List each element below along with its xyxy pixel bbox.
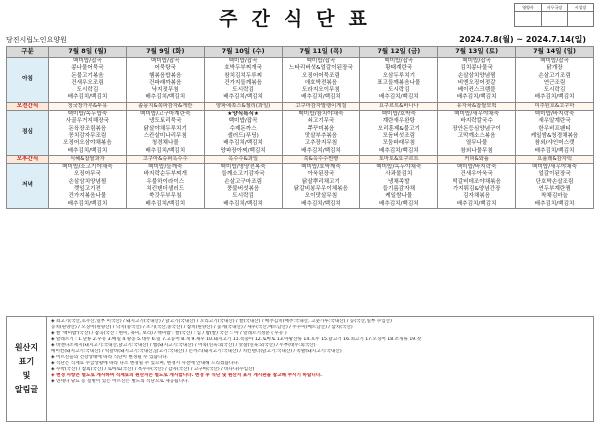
- notice-line: ◈ 쇠고기(국산,호주산,일부 미국산) / 돼지고기(국내산) / 닭고기(국내산) / 오리고기(국내산) / 쌀(국내산) / 배추김치(배추:국내산, 고춧가루:국내산) / 콩(국산,일부 수입산): [51, 319, 392, 324]
- menu-item: 들기름감자채: [382, 186, 415, 193]
- approval-label: 시설장: [568, 4, 593, 12]
- menu-item: 꽁치감자무조림: [68, 132, 107, 139]
- notice-label-line: 및: [22, 371, 31, 380]
- menu-item: 표고들깨볶음나물: [377, 79, 421, 86]
- menu-item: 닭갈비봉무우이체볶음: [293, 186, 348, 193]
- notice-body: [47, 317, 593, 421]
- menu-item: 도시락김: [543, 87, 566, 94]
- menu-item: 백미밥/참치야채죽: [298, 111, 344, 118]
- menu-item: 배추김치/백김치: [456, 94, 497, 101]
- menu-item: 햄볶음밥볶음: [149, 72, 182, 79]
- menu-item: 배추김치/백김치: [223, 94, 263, 101]
- menu-cell: [516, 155, 594, 163]
- menu-item: 청국장가루&두유: [67, 102, 108, 109]
- menu-item: 토마토&요구르트: [378, 155, 419, 162]
- menu-cell: [49, 164, 127, 209]
- menu-cell: [438, 155, 516, 163]
- day-header: 7월 13일 (토): [438, 47, 516, 58]
- menu-cell: [360, 164, 438, 209]
- menu-cell: [204, 164, 282, 209]
- meal-row: [7, 58, 594, 103]
- menu-item: 배추김치/백김치: [534, 200, 575, 207]
- menu-item: 백미밥/바지락죽: [456, 164, 497, 171]
- meal-row: [7, 111, 594, 156]
- menu-item: 콩나물어묵국: [71, 65, 104, 72]
- menu-item: ★양식특식★: [227, 111, 259, 118]
- origin-notice-box: [6, 316, 594, 422]
- menu-item: 도시락김: [76, 87, 99, 94]
- menu-item: 백미밥/소고기야채죽: [62, 164, 113, 171]
- menu-item: 닭개장: [546, 65, 563, 72]
- menu-item: 배추김치/백김치: [378, 200, 419, 207]
- menu-item: 배추김치/백김치: [67, 200, 108, 207]
- menu-item: 배추김치/백김치: [534, 147, 575, 154]
- menu-item: 옥수수&과일: [228, 155, 258, 162]
- snack-row: [7, 155, 594, 163]
- approval-sign-area: [568, 12, 593, 26]
- menu-item: 백미밥/들깨죽: [148, 164, 183, 171]
- notice-label-line: 알림글: [14, 385, 39, 394]
- menu-item: 건새우아욱국: [460, 171, 493, 178]
- menu-item: 건파래까볶음: [149, 79, 182, 86]
- menu-item: 배추김치/백김치: [145, 200, 186, 207]
- menu-item: 착채김마늘: [541, 193, 569, 200]
- menu-item: 요구르트&바나나: [378, 102, 419, 109]
- notice-line: ◈ 변경 사항은 별도로 게시하며 식재료의 원산지는 별도로 게시합니다. 변경 후 식단 및 원산지 표시 게시판을 참고해 주시기 바랍니다.: [51, 373, 323, 379]
- meal-label: 저녁: [7, 164, 49, 209]
- menu-item: 김자채볶음: [463, 193, 491, 200]
- menu-item: 도시락김: [232, 87, 254, 94]
- menu-item: 스칸살미나리무침: [143, 132, 187, 139]
- menu-cell: [126, 111, 204, 156]
- menu-item: 오징어어묵조림: [302, 72, 340, 79]
- menu-item: 손살삼치양념찜: [68, 178, 107, 185]
- menu-item: 백미밥/잡곡: [384, 58, 414, 64]
- day-header: 7월 12일 (금): [360, 47, 438, 58]
- notice-label: [7, 317, 47, 421]
- snack-row: [7, 102, 594, 110]
- menu-item: 연근조림: [543, 79, 566, 86]
- menu-cell: [516, 102, 594, 110]
- menu-item: 백미밥/호박죽: [381, 111, 416, 118]
- menu-cell: [126, 102, 204, 110]
- notice-line: ◈ 식단은 식재료 수급상황에 따라 다소 변경될 수 있으며, 변경시 사전에 안내해 드리겠습니다.: [51, 361, 240, 367]
- menu-item: 바지락순두부찌개: [143, 171, 187, 178]
- menu-item: 냉채족발: [387, 178, 410, 185]
- notice-line: ◈ 어르신들의 건강상태에 따라 식단이 변경될 수 있습니다.: [51, 355, 169, 361]
- menu-item: 커피&와플: [464, 155, 489, 162]
- menu-cell: [438, 111, 516, 156]
- menu-item: 배추김치/백김치: [301, 200, 341, 207]
- day-header: 7월 8일 (월): [49, 47, 127, 58]
- menu-cell: [49, 155, 127, 163]
- menu-item: 냉도토리묵국: [149, 118, 182, 125]
- notice-line: ◈ 쌀 '백미밥'(국산) / 잡곡(국산 : 현미, 흑미, 보리) / 백미밥 : 쌀(국산) : 입 / 밥(쌀) 국산 :: 아 / 알레르기성분 ( 우유 ): [51, 331, 287, 337]
- approval-table: [514, 3, 594, 27]
- menu-item: 가지튀김&양념간장: [452, 186, 501, 193]
- menu-item: 배추김치/백김치: [223, 200, 263, 207]
- menu-cell: [516, 111, 594, 156]
- menu-item: 돈불고기볶음: [71, 72, 104, 79]
- menu-item: 사골우거지해장국: [65, 118, 110, 125]
- menu-item: 배추김치/백김치: [145, 147, 186, 154]
- menu-item: 바지락칼국수: [460, 118, 493, 125]
- menu-cell: [360, 111, 438, 156]
- menu-item: 배추김치/백김치: [301, 147, 341, 154]
- notice-line: 꽁치(원양산) / 오징어(원양산) / 낙지(중국산) / 조기(국산,중국산) / 참치(원양산) / 꽃게(국내산) / 새우(국산,베트남산) / 주꾸미(베트남산) / 삼치(국산): [51, 325, 353, 331]
- day-header: 7월 10일 (수): [204, 47, 282, 58]
- menu-item: 느타리버섯&얼갈이된장국: [289, 65, 353, 72]
- menu-item: 새우알계란국: [538, 118, 571, 125]
- menu-cell: [49, 102, 127, 110]
- meal-row: [7, 164, 594, 209]
- menu-item: 호박두부찌개국: [224, 65, 263, 72]
- menu-item: 백미밥/잡곡: [228, 118, 258, 125]
- menu-cell: [204, 111, 282, 156]
- menu-cell: [282, 111, 360, 156]
- menu-item: 유자차&찹쌀모떡: [456, 102, 497, 109]
- menu-item: 백미밥/잡곡: [462, 58, 492, 64]
- subheader: [6, 34, 594, 45]
- menu-item: 백미밥/잡곡: [72, 58, 102, 64]
- approval-label: 영양사: [515, 4, 541, 12]
- notice-line: ◈ 비엔나소세지(돼지고기:국내산,닭고기:국내산) / 햄(돼지고기:국내산) / 어묵(연육:외국산) / 맛살(연육:외국산) / 두부(대두:외국산): [51, 343, 316, 349]
- menu-item: 도시락김: [387, 87, 410, 94]
- menu-item: 오징어무국: [73, 171, 101, 178]
- menu-item: 맛살부추볶음: [304, 132, 338, 139]
- menu-cell: [126, 155, 204, 163]
- day-header: 7월 9일 (화): [126, 47, 204, 58]
- approval-box-facility-head: [567, 4, 593, 26]
- meal-label: 아침: [7, 58, 49, 103]
- menu-item: 참치김치두루찌: [224, 72, 263, 79]
- weekly-menu-table: [6, 46, 594, 209]
- menu-item: 배추김치/백김치: [378, 147, 419, 154]
- menu-item: 도라지오이무침: [302, 87, 340, 94]
- menu-item: 떡갈비데조야채볶음: [452, 178, 501, 185]
- notice-line: ◈ 알레르기 : 1.난류 2.우유 3.메밀 4.땅콩 5.대두 6.밀 7.고등어 8.게 9.새우 10.돼지고기 11.복숭아 12.토마토 13.아황산류 14.호두 15.닭고기 16.쇠고기 17.오징어 18.조개류 19.잣: [51, 337, 422, 343]
- menu-item: 백미밥/잡곡: [150, 58, 180, 64]
- menu-item: 황태계란국: [385, 65, 413, 72]
- menu-item: 백미밥/고구마계란죽: [140, 111, 191, 118]
- menu-item: 쿵불버섯볶음: [226, 186, 260, 193]
- notice-label-line: 원산지: [14, 343, 39, 352]
- meal-label: 점심: [7, 111, 49, 156]
- menu-item: 돈육장조림볶음: [68, 125, 107, 132]
- approval-box-dietitian: [515, 4, 541, 26]
- menu-item: 닭살야채두루치기: [143, 125, 187, 132]
- approval-box-office-director: [541, 4, 567, 26]
- menu-item: 연두부계란찜: [538, 186, 571, 193]
- meal-label: 오전간식: [7, 102, 49, 110]
- header-row: [7, 47, 594, 58]
- menu-item: 양파에쪽스&젤리(과일): [215, 102, 271, 109]
- menu-item: 요플레&감자떡: [537, 155, 572, 162]
- menu-item: 건새우오조림: [71, 79, 104, 86]
- menu-item: 모듬버섯조림: [382, 132, 415, 139]
- menu-item: 애호박전볶음: [304, 79, 338, 86]
- approval-sign-area: [542, 12, 567, 26]
- menu-cell: [204, 155, 282, 163]
- menu-item: 케일쌈&청경채볶음: [530, 132, 579, 139]
- menu-item: 배추김치/백김치: [378, 94, 419, 101]
- menu-cell: [360, 58, 438, 103]
- approval-label: 사무국장: [542, 4, 567, 12]
- menu-item: 백미밥/영양전복죽: [220, 164, 266, 171]
- menu-item: 한우비프팬티: [538, 125, 571, 132]
- menu-cell: [204, 58, 282, 103]
- menu-item: 모둠파래무침: [382, 140, 415, 147]
- menu-cell: [282, 58, 360, 103]
- menu-item: 얼갈이된장국: [538, 171, 571, 178]
- menu-item: 배추김치/백김치: [145, 94, 186, 101]
- menu-cell: [516, 58, 594, 103]
- menu-item: 쭈꾸미볶음: [307, 125, 335, 132]
- meal-label: 오후간식: [7, 155, 49, 163]
- notice-line: 베이컨(돼지고기:국내산) / 떡갈비(돼지고기:국내산,닭고기:국내산) / 돈까스(돼지고기:국내산) / 치킨텐더(닭고기:국내산) / 족발(돼지고기:국내산): [51, 349, 342, 355]
- menu-item: 쇠고기무국: [307, 118, 335, 125]
- menu-cell: [282, 164, 360, 209]
- menu-cell: [126, 58, 204, 103]
- menu-cell: [438, 58, 516, 103]
- approval-sign-area: [515, 12, 541, 26]
- menu-item: 참외/샤인머스캣: [534, 140, 575, 147]
- menu-item: 고구마감자말랭이게걸: [295, 102, 347, 109]
- menu-cell: [282, 155, 360, 163]
- menu-item: 백미밥/새우야채죽: [531, 164, 578, 171]
- menu-item: 손살삼치양념찜: [457, 72, 496, 79]
- menu-item: 배추김치/백김치: [67, 147, 108, 154]
- menu-item: 고추장지무침: [304, 140, 338, 147]
- menu-item: 백미밥/잡곡: [306, 58, 336, 64]
- menu-item: 배추김치/백김치: [223, 140, 263, 147]
- menu-item: 수제돈까스: [229, 125, 257, 132]
- menu-item: 깻잎고기전: [73, 186, 101, 193]
- menu-item: 쑥갓두부무침: [149, 193, 182, 200]
- menu-item: 비엔오징어젓갈: [457, 79, 496, 86]
- menu-item: 장안돈등심양념구이: [452, 125, 501, 132]
- menu-item: 단호박손살조림: [535, 178, 574, 185]
- menu-item: 치킨텐더샐러드: [146, 186, 185, 193]
- menu-cell: [360, 155, 438, 163]
- menu-item: 백미밥/녹두야채죽: [376, 164, 422, 171]
- menu-cell: [438, 164, 516, 209]
- menu-item: 배추김치/백김치: [534, 94, 575, 101]
- menu-item: 양파장아찌/백김치: [220, 147, 266, 154]
- menu-item: 고구마&슈퍼옥수수: [142, 155, 188, 162]
- menu-item: 백미밥/녹두밥죽: [67, 111, 108, 118]
- menu-item: 우불하이라이스: [146, 178, 185, 185]
- menu-item: 케일쌈나물: [385, 193, 413, 200]
- menu-item: 백미밥/새우야채죽: [454, 111, 500, 118]
- menu-item: 배추김치/백김치: [456, 200, 497, 207]
- menu-cell: [204, 102, 282, 110]
- day-header: 7월 11일 (목): [282, 47, 360, 58]
- menu-item: 미주된호&고구마: [534, 102, 575, 109]
- menu-item: 배추김치/백김치: [301, 94, 341, 101]
- menu-item: 낙지젓무침: [151, 87, 179, 94]
- menu-cell: [49, 111, 127, 156]
- menu-item: 백미밥/잡곡: [228, 58, 258, 64]
- menu-cell: [282, 102, 360, 110]
- corner-header: 구분: [7, 47, 49, 58]
- menu-item: 백미밥/바지락죽: [534, 111, 575, 118]
- menu-item: 샐러드(푸딩): [227, 132, 259, 139]
- page-title: 주간식단표: [219, 8, 381, 30]
- menu-item: 아욱된장국: [307, 171, 335, 178]
- facility-name: 당진시립노인요양원: [6, 36, 67, 44]
- menu-item: 백미밥/잡곡: [540, 58, 569, 64]
- menu-item: 손살고구마조림: [224, 178, 263, 185]
- menu-item: 고막깨소스볶음: [457, 132, 496, 139]
- menu-item: 계란새우완탕: [382, 118, 415, 125]
- menu-item: 건가지들깨볶음: [224, 79, 263, 86]
- menu-item: 오이맛살무침: [304, 193, 338, 200]
- menu-item: 베이컨스크램블: [457, 87, 496, 94]
- menu-item: 식혜&찹쌀과자: [70, 155, 105, 162]
- menu-cell: [360, 102, 438, 110]
- menu-cell: [438, 102, 516, 110]
- menu-cell: [126, 164, 204, 209]
- menu-item: 배추김치/백김치: [67, 94, 108, 101]
- menu-item: 건가지볶음나물: [68, 193, 107, 200]
- menu-item: 김치콩나물국: [460, 65, 493, 72]
- notice-line: ◈ 연세나 당뇨 등 질병이 있는 어르신은 별도의 식단으로 제공됩니다.: [51, 379, 189, 385]
- menu-item: 참외나물무침: [460, 147, 493, 154]
- menu-item: 닭살뿌리채고기: [302, 178, 340, 185]
- menu-item: 열무나물: [465, 140, 488, 147]
- menu-item: 어묵탕국: [154, 65, 177, 72]
- menu-item: 오리훈제&불고기: [377, 125, 420, 132]
- day-header: 7월 14일 (일): [516, 47, 594, 58]
- menu-body: [7, 58, 594, 209]
- menu-item: 도시락김: [232, 193, 254, 200]
- menu-item: 청경채나물: [151, 140, 179, 147]
- menu-item: 손살고기조림: [538, 72, 571, 79]
- notice-label-line: 표기: [18, 357, 35, 366]
- menu-cell: [516, 164, 594, 209]
- menu-item: 오삼두루치기: [382, 72, 415, 79]
- notice-line: ◈ 수박(국산) / 참외(국산) / 토마토(국산) / 옥수수(국산) / 감자(국산) / 고구마(국산) / 바나나(수입산): [51, 367, 255, 373]
- menu-item: 오징어오삼야채볶음: [63, 140, 112, 147]
- menu-cell: [49, 58, 127, 103]
- menu-item: 쑥&옥수수찐빵: [303, 155, 339, 162]
- menu-item: 사과물김치: [385, 171, 413, 178]
- menu-item: 솔뭉지&쪽파감자&게란: [138, 102, 193, 109]
- menu-item: 들깨소고기감자국: [221, 171, 265, 178]
- menu-period: 2024.7.8(월) ~ 2024.7.14(일): [459, 35, 586, 44]
- menu-item: 백미밥/호박깨죽: [301, 164, 341, 171]
